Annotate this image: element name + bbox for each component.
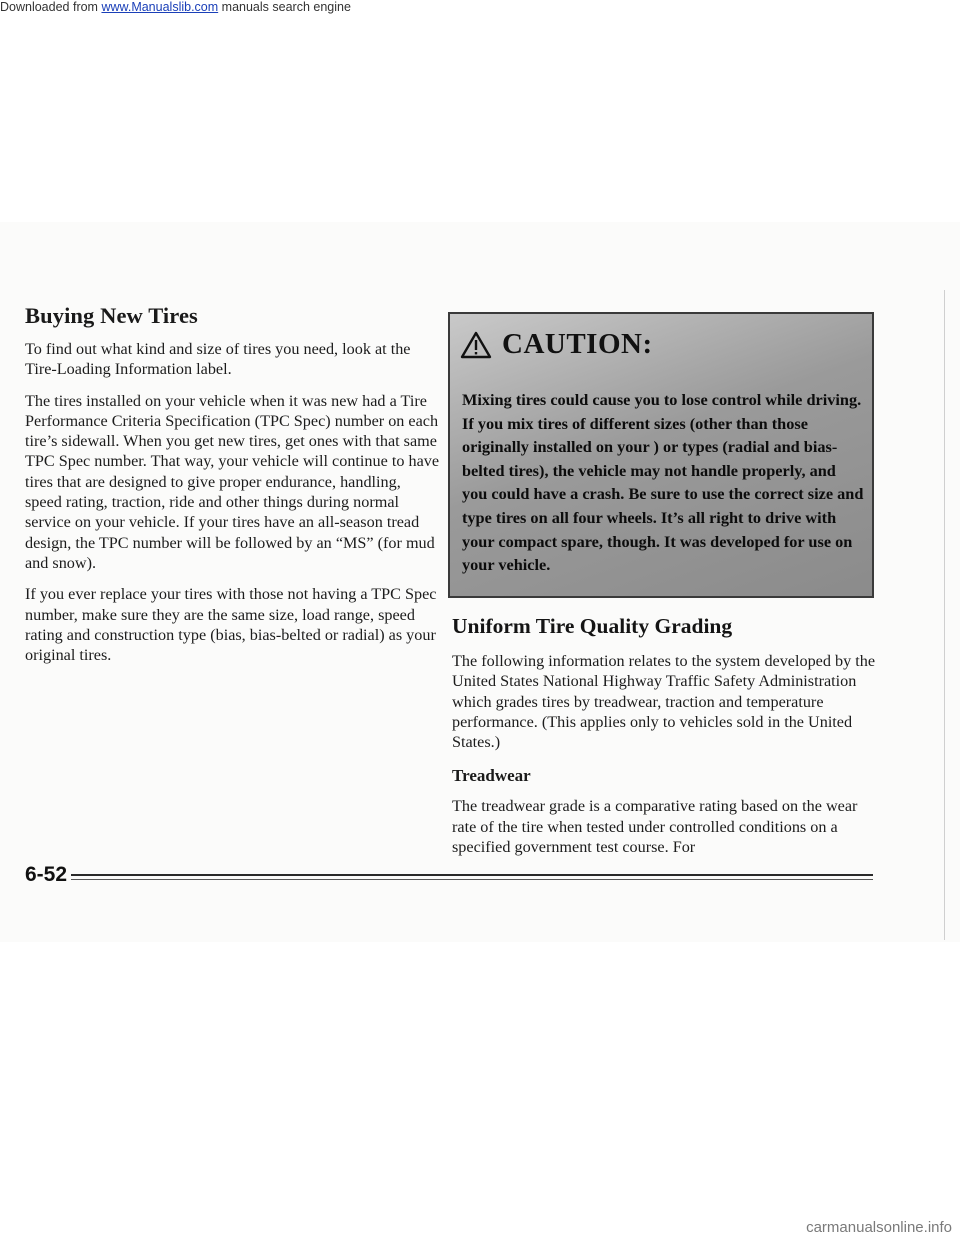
caution-box xyxy=(448,312,874,598)
download-banner xyxy=(0,0,351,14)
page-edge-rule xyxy=(944,290,945,940)
banner-prefix: Downloaded from xyxy=(0,0,98,14)
caution-title: CAUTION: xyxy=(502,328,653,360)
footer-rule-thin xyxy=(71,879,873,880)
treadwear-paragraph: The treadwear grade is a comparative rating based on the wear rate of the tire when tested under controlled conditions on a specified government test course. For xyxy=(452,797,858,857)
page-number: 6-52 xyxy=(25,863,68,886)
tire-quality-section xyxy=(452,614,882,871)
caution-header xyxy=(460,328,653,361)
site-watermark: carmanualsonline.info xyxy=(806,1219,952,1236)
banner-suffix: manuals search engine xyxy=(221,0,351,14)
quality-grading-title: Uniform Tire Quality Grading xyxy=(452,614,733,638)
footer-rule xyxy=(71,874,873,876)
treadwear-subtitle: Treadwear xyxy=(452,766,531,786)
manualslib-link[interactable]: www.Manualslib.com xyxy=(101,0,219,14)
quality-intro-paragraph: The following information relates to the system developed by the United States National Highway Traffic Safety Administration which grades tires by treadwear, traction and temperature performance. (This applies only to vehicles sold in the United States.) xyxy=(452,652,876,752)
caution-text: Mixing tires could cause you to lose control while driving. If you mix tires of different sizes (other than those originally installed on your ) or types (radial and bias-belted tires), the vehicle may not handle properly, and you could have a crash. Be sure to use the correct size and type tires on all four wheels. It’s all right to drive with your compact spare, though. It was developed for use on your vehicle. xyxy=(462,390,864,575)
paragraph-2: The tires installed on your vehicle when it was new had a Tire Performance Criteria Specification (TPC Spec) number on each tire’s sidewall. When you get new tires, get ones with that same TPC Spec number. That way, your vehicle will continue to have tires that are designed to give proper endurance, handling, speed rating, traction, ride and other things during normal service on your vehicle. If your tires have an all-season tread design, the TPC number will be followed by an “MS” (for mud and snow). xyxy=(25,391,440,572)
paragraph-3: If you ever replace your tires with those not having a TPC Spec number, make sure they are the same size, load range, speed rating and construction type (bias, bias-belted or radial) as your original tires. xyxy=(25,585,437,665)
paragraph-1: To find out what kind and size of tires you need, look at the Tire-Loading Information label. xyxy=(25,340,411,379)
warning-triangle-icon xyxy=(460,331,492,359)
section-title: Buying New Tires xyxy=(25,303,198,328)
buying-new-tires-section xyxy=(25,303,440,676)
